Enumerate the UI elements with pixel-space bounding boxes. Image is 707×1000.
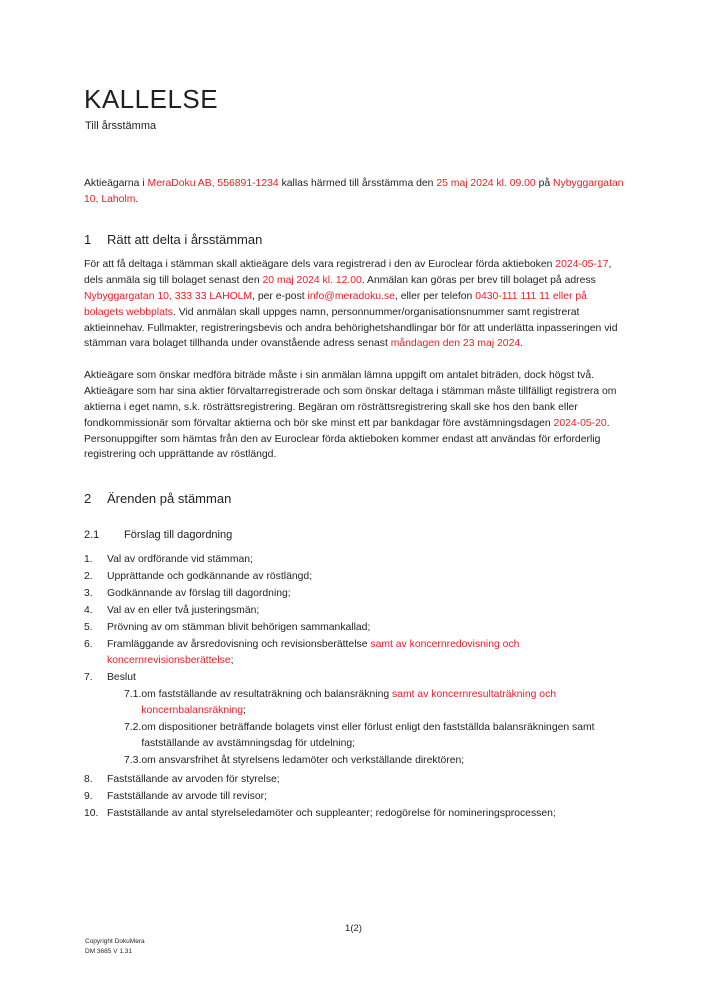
document-body	[84, 176, 624, 823]
intro-text-3: på	[535, 178, 554, 189]
p1-text-7: .	[520, 338, 524, 350]
section-1-paragraph-2	[84, 368, 624, 463]
subsection-2-1-title: Förslag till dagordning	[124, 528, 233, 541]
list-item-text-tail: ;	[230, 654, 234, 666]
list-item	[84, 806, 624, 822]
list-item-text-plain: Beslut	[107, 671, 136, 683]
list-item	[84, 603, 624, 619]
copyright-text: Copyright DokuMera	[85, 938, 145, 946]
page-subtitle: Till årsstämma	[85, 120, 157, 132]
list-item-marker: 5.	[84, 622, 93, 634]
list-item	[107, 753, 624, 769]
list-item-marker: 1.	[84, 553, 93, 565]
list-item-text: Val av en eller två justeringsmän;	[107, 604, 260, 616]
intro-text-1: Aktieägarna i	[84, 178, 148, 189]
record-date: 2024-05-17	[555, 259, 609, 271]
document-id: DM 3685 V 1.31	[85, 947, 132, 955]
list-item-text-plain: om fastställande av resultaträkning och balansräkning	[141, 689, 393, 701]
section-1-paragraph-1	[84, 257, 624, 352]
p2-text-1: Aktieägare som önskar medföra biträde måste i sin anmälan lämna uppgift om antalet biträden, dock högst två. Aktieägare som har sina aktier förvaltarregistrerade och som önskar deltaga i stämman måste tillfälligt registrera om aktierna i eget namn, s.k. rösträttsregistrering. Begäran om rösträttsregistrering skall ske hos den bank eller fondkommissionär som förvaltar aktierna och bör ske minst ett par bankdagar före avstämningsdagen	[84, 370, 617, 429]
list-item-marker: 7.3.	[124, 754, 142, 766]
subsection-2-1-number: 2.1	[84, 528, 100, 541]
list-item-text: Fastställande av antal styrelseledamöter och suppleanter; redogörelse för nomineringsprocessen;	[107, 808, 556, 820]
postal-address: Nybyggargatan 10, 333 33 LAHOLM	[84, 291, 253, 302]
meeting-address: Nybyggargatan 10, Laholm	[84, 178, 624, 205]
list-item-text: Val av ordförande vid stämman;	[107, 553, 253, 565]
p1-text-2: , dels anmäla sig till bolaget senast den	[84, 259, 612, 287]
p1-text-6: . Vid anmälan skall uppges namn, personnummer/organisationsnummer samt registrerat aktieinnehav. Fullmakter, registreringsbevis och andra behörighetshandlingar bör för att underlätta inpasseringen vid stämman vara bolaget tillhanda under ovanstående adress senast	[84, 306, 618, 350]
phone-number: 0430-111 111 11 eller på bolagets webbplats	[84, 291, 587, 318]
list-item	[84, 637, 624, 668]
section-1-title: Rätt att delta i årsstämman	[107, 231, 263, 247]
list-item-marker: 2.	[84, 570, 93, 582]
list-item-text: Godkännande av förslag till dagordning;	[107, 587, 291, 599]
list-item-marker: 4.	[84, 604, 93, 616]
list-item-marker: 3.	[84, 587, 93, 599]
list-item-marker: 7.1.	[124, 689, 142, 701]
list-item-text-highlight: samt av koncernresultaträkning och koncernbalansräkning	[141, 689, 557, 717]
list-item	[84, 789, 624, 805]
list-item-marker: 6.	[84, 639, 93, 651]
list-item-marker: 10.	[84, 808, 99, 820]
email-address: info@meradoku.se	[307, 291, 395, 302]
list-item-text-highlight: samt av koncernredovisning och koncernrevisionsberättelse	[107, 639, 520, 666]
list-item-marker: 9.	[84, 791, 93, 803]
registration-deadline: 20 maj 2024 kl. 12.00	[262, 275, 362, 287]
list-item	[84, 569, 624, 585]
list-item-text-plain: Framläggande av årsredovisning och revisionsberättelse	[107, 639, 371, 651]
list-item	[84, 586, 624, 602]
intro-text-2: kallas härmed till årsstämma den	[278, 178, 437, 189]
list-item-text-tail: ;	[243, 705, 246, 717]
page-number: 1(2)	[345, 923, 362, 934]
list-item	[107, 687, 624, 718]
list-item-text	[107, 637, 624, 668]
list-item-text: om dispositioner beträffande bolagets vinst eller förlust enligt den fastställda balansräkningen samt fastställande av avstämningsdag för utdelning;	[141, 722, 595, 749]
list-item-marker: 7.	[84, 671, 93, 683]
p1-text-1: För att få deltaga i stämman skall aktieägare dels vara registrerad i den av Euroclear förda aktieboken	[84, 259, 556, 271]
intro-paragraph	[84, 176, 624, 208]
section-2-number: 2	[84, 491, 92, 507]
p1-text-5: , eller per telefon	[394, 291, 476, 302]
p1-text-3: . Anmälan kan göras per brev till bolaget på adress	[361, 275, 596, 287]
page-title: KALLELSE	[84, 84, 219, 114]
list-item-text	[107, 670, 624, 771]
intro-text-4: .	[135, 193, 139, 205]
agenda-sublist	[107, 687, 624, 768]
list-item-text: Fastställande av arvode till revisor;	[107, 791, 267, 803]
section-1-number: 1	[84, 231, 92, 247]
list-item-text: Fastställande av arvoden för styrelse;	[107, 774, 280, 786]
list-item	[84, 552, 624, 568]
p2-text-2: . Personuppgifter som hämtas från den av Euroclear förda aktieboken kommer endast att användas för erforderlig registrering och upprättande av röstlängd.	[84, 417, 610, 461]
section-2-heading	[84, 489, 624, 509]
meeting-datetime: 25 maj 2024 kl. 09.00	[436, 178, 536, 189]
list-item-text	[141, 687, 624, 718]
section-1-heading	[84, 230, 624, 250]
section-2-title: Ärenden på stämman	[107, 491, 232, 507]
list-item	[84, 772, 624, 788]
footer-meta	[85, 937, 145, 956]
list-item-text: om ansvarsfrihet åt styrelsens ledamöter och verkställande direktören;	[141, 754, 465, 766]
subsection-2-1-heading	[84, 527, 624, 544]
list-item-text: Prövning av om stämman blivit behörigen sammankallad;	[107, 622, 371, 634]
list-item	[84, 620, 624, 636]
list-item-text: Upprättande och godkännande av röstlängd;	[107, 570, 313, 582]
p1-text-4: , per e-post	[252, 291, 308, 302]
company-name: MeraDoku AB, 556891-1234	[147, 178, 279, 189]
list-item	[107, 720, 624, 751]
settlement-date: 2024-05-20	[553, 417, 607, 429]
agenda-list	[84, 552, 624, 822]
proxy-deadline: måndagen den 23 maj 2024	[390, 338, 521, 350]
list-item-marker: 7.2.	[124, 722, 142, 734]
list-item-marker: 8.	[84, 774, 93, 786]
list-item	[84, 670, 624, 771]
